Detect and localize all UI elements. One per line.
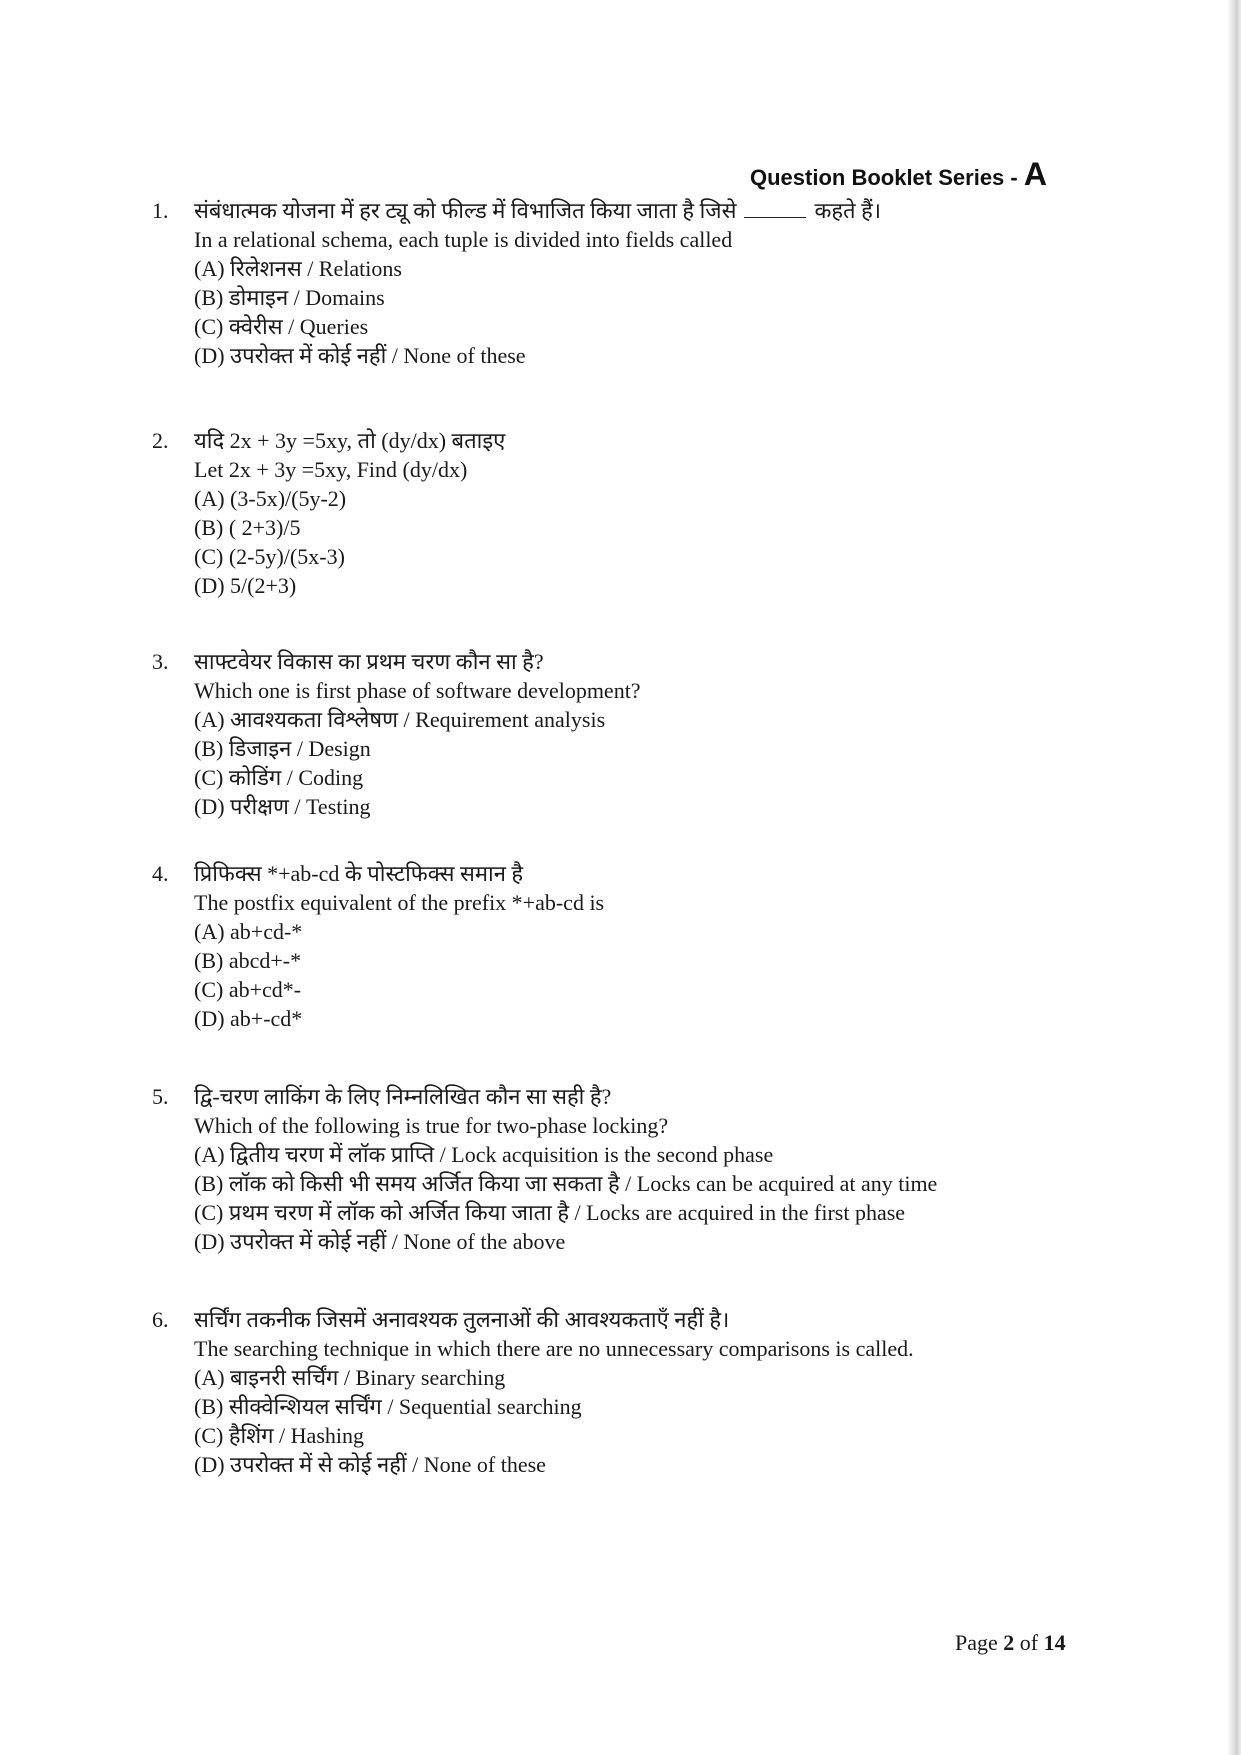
- question-3: [152, 647, 641, 821]
- option-c: (C) क्वेरीस / Queries: [194, 314, 369, 339]
- question-english: In a relational schema, each tuple is divided into fields called: [194, 227, 733, 252]
- option-d: (D) उपरोक्त में कोई नहीं / None of these: [194, 343, 526, 368]
- option-b: (B) डिजाइन / Design: [194, 736, 371, 761]
- page-number: [955, 1630, 1066, 1656]
- option-a: (A) ab+cd-*: [194, 919, 303, 944]
- question-english: The searching technique in which there are no unnecessary comparisons is called.: [194, 1336, 914, 1361]
- fill-blank: [744, 199, 806, 218]
- option-a: (A) आवश्यकता विश्लेषण / Requirement analysis: [194, 707, 606, 732]
- question-hindi: सर्चिंग तकनीक जिसमें अनावश्यक तुलनाओं की आवश्यकताएँ नहीं है।: [194, 1307, 730, 1332]
- option-c: (C) प्रथम चरण में लॉक को अर्जित किया जाता है / Locks are acquired in the first phase: [194, 1200, 906, 1225]
- option-b: (B) ( 2+3)/5: [194, 515, 301, 540]
- option-d: (D) ab+-cd*: [194, 1006, 303, 1031]
- hindi-text-before-blank: संबंधात्मक योजना में हर ट्यू को फील्ड में विभाजित किया जाता है जिसे: [194, 198, 737, 223]
- option-b: (B) लॉक को किसी भी समय अर्जित किया जा सकता है / Locks can be acquired at any time: [194, 1171, 938, 1196]
- question-english: The postfix equivalent of the prefix *+ab-cd is: [194, 890, 605, 915]
- question-number: 6.: [152, 1307, 169, 1332]
- page-of: of: [1019, 1630, 1039, 1655]
- option-c: (C) (2-5y)/(5x-3): [194, 544, 345, 569]
- question-5: [152, 1082, 937, 1256]
- booklet-series-header: [750, 156, 1047, 193]
- question-hindi: द्वि-चरण लाकिंग के लिए निम्नलिखित कौन सा सही है?: [194, 1084, 612, 1109]
- option-c: (C) कोडिंग / Coding: [194, 765, 364, 790]
- question-english: Let 2x + 3y =5xy, Find (dy/dx): [194, 457, 468, 482]
- question-english: Which one is first phase of software development?: [194, 678, 641, 703]
- question-2: [152, 426, 505, 600]
- option-d: (D) उपरोक्त में कोई नहीं / None of the above: [194, 1229, 566, 1254]
- question-hindi: [194, 196, 881, 225]
- page-current: 2: [1003, 1630, 1015, 1655]
- series-letter: A: [1023, 156, 1047, 192]
- option-a: (A) रिलेशनस / Relations: [194, 256, 402, 281]
- option-d: (D) उपरोक्त में से कोई नहीं / None of these: [194, 1452, 546, 1477]
- option-c: (C) ab+cd*-: [194, 977, 302, 1002]
- question-4: [152, 859, 604, 1033]
- question-number: 3.: [152, 649, 169, 674]
- question-number: 1.: [152, 198, 169, 223]
- question-number: 4.: [152, 861, 169, 886]
- question-hindi: यदि 2x + 3y =5xy, तो (dy/dx) बताइए: [194, 428, 506, 453]
- option-b: (B) सीक्वेन्शियल सर्चिंग / Sequential searching: [194, 1394, 582, 1419]
- question-number: 5.: [152, 1084, 169, 1109]
- question-english: Which of the following is true for two-phase locking?: [194, 1113, 669, 1138]
- question-1: [152, 196, 881, 370]
- question-number: 2.: [152, 428, 169, 453]
- hindi-text-after-blank: कहते हैं।: [814, 198, 882, 223]
- scan-edge-shadow: [1227, 0, 1241, 1755]
- option-d: (D) परीक्षण / Testing: [194, 794, 371, 819]
- series-label: Question Booklet Series -: [750, 165, 1018, 190]
- option-a: (A) द्वितीय चरण में लॉक प्राप्ति / Lock acquisition is the second phase: [194, 1142, 774, 1167]
- option-b: (B) डोमाइन / Domains: [194, 285, 385, 310]
- page-total: 14: [1043, 1630, 1066, 1655]
- question-6: [152, 1305, 914, 1479]
- option-c: (C) हैशिंग / Hashing: [194, 1423, 364, 1448]
- question-hindi: प्रिफिक्स *+ab-cd के पोस्टफिक्स समान है: [194, 861, 524, 886]
- option-a: (A) बाइनरी सर्चिंग / Binary searching: [194, 1365, 506, 1390]
- page-prefix: Page: [955, 1630, 998, 1655]
- option-d: (D) 5/(2+3): [194, 573, 297, 598]
- option-a: (A) (3-5x)/(5y-2): [194, 486, 347, 511]
- option-b: (B) abcd+-*: [194, 948, 302, 973]
- question-hindi: साफ्टवेयर विकास का प्रथम चरण कौन सा है?: [194, 649, 544, 674]
